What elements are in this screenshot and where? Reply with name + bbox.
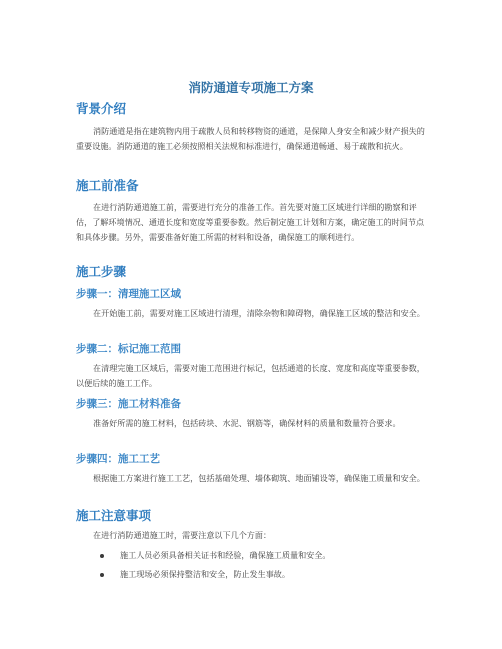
- section-body-notes: [76, 528, 428, 543]
- section-heading-preparation: 施工前准备: [76, 178, 139, 193]
- step-heading-4: 步骤四：施工工艺: [76, 453, 160, 465]
- section-body-background: [76, 124, 428, 154]
- paragraph-text: 在开始施工前，需要对施工区域进行清理，清除杂物和障碍物，确保施工区域的整洁和安全。: [93, 308, 425, 318]
- step-heading-2: 步骤二：标记施工范围: [76, 343, 181, 355]
- paragraph-text: 根据施工方案进行施工工艺，包括基础处理、墙体砌筑、地面铺设等，确保施工质量和安全。: [93, 473, 425, 483]
- paragraph-text: 在进行消防通道施工前，需要进行充分的准备工作。首先要对施工区域进行详细的勘察和评估，了解环境情况、通道长度和宽度等重要参数。然后制定施工计划和方案，确定施工的时间节点和具体步骤。另外，需要准备好施工所需的材料和设备，确保施工的顺利进行。: [76, 202, 425, 242]
- notes-bullet-list: [100, 548, 430, 586]
- paragraph-text: 准备好所需的施工材料，包括砖块、水泥、钢筋等，确保材料的质量和数量符合要求。: [93, 418, 401, 428]
- step-body-2: [76, 361, 428, 391]
- bullet-icon: [100, 573, 104, 577]
- section-heading-background: 背景介绍: [76, 101, 127, 116]
- step-heading-1: 步骤一：清理施工区域: [76, 288, 181, 300]
- page-title: 消防通道专项施工方案: [188, 80, 314, 95]
- bullet-icon: [100, 554, 104, 558]
- section-heading-notes: 施工注意事项: [76, 508, 152, 523]
- list-item-text: 施工人员必须具备相关证书和经验，确保施工质量和安全。: [120, 550, 331, 560]
- list-item: [100, 548, 430, 563]
- paragraph-text: 在进行消防通道施工时，需要注意以下几个方面：: [93, 530, 272, 540]
- step-body-1: [76, 306, 428, 321]
- step-heading-3: 步骤三：施工材料准备: [76, 398, 181, 410]
- paragraph-text: 在清理完施工区域后，需要对施工范围进行标记，包括通道的长度、宽度和高度等重要参数，以便后续的施工工作。: [76, 363, 425, 388]
- section-body-preparation: [76, 200, 428, 245]
- list-item-text: 施工现场必须保持整洁和安全，防止发生事故。: [120, 569, 290, 579]
- paragraph-text: 消防通道是指在建筑物内用于疏散人员和转移物资的通道，是保障人身安全和减少财产损失的重要设施。消防通道的施工必须按照相关法规和标准进行，确保通道畅通、易于疏散和抗火。: [76, 126, 425, 151]
- section-heading-steps: 施工步骤: [76, 264, 127, 279]
- step-body-4: [76, 471, 428, 486]
- list-item: [100, 567, 430, 582]
- step-body-3: [76, 416, 428, 431]
